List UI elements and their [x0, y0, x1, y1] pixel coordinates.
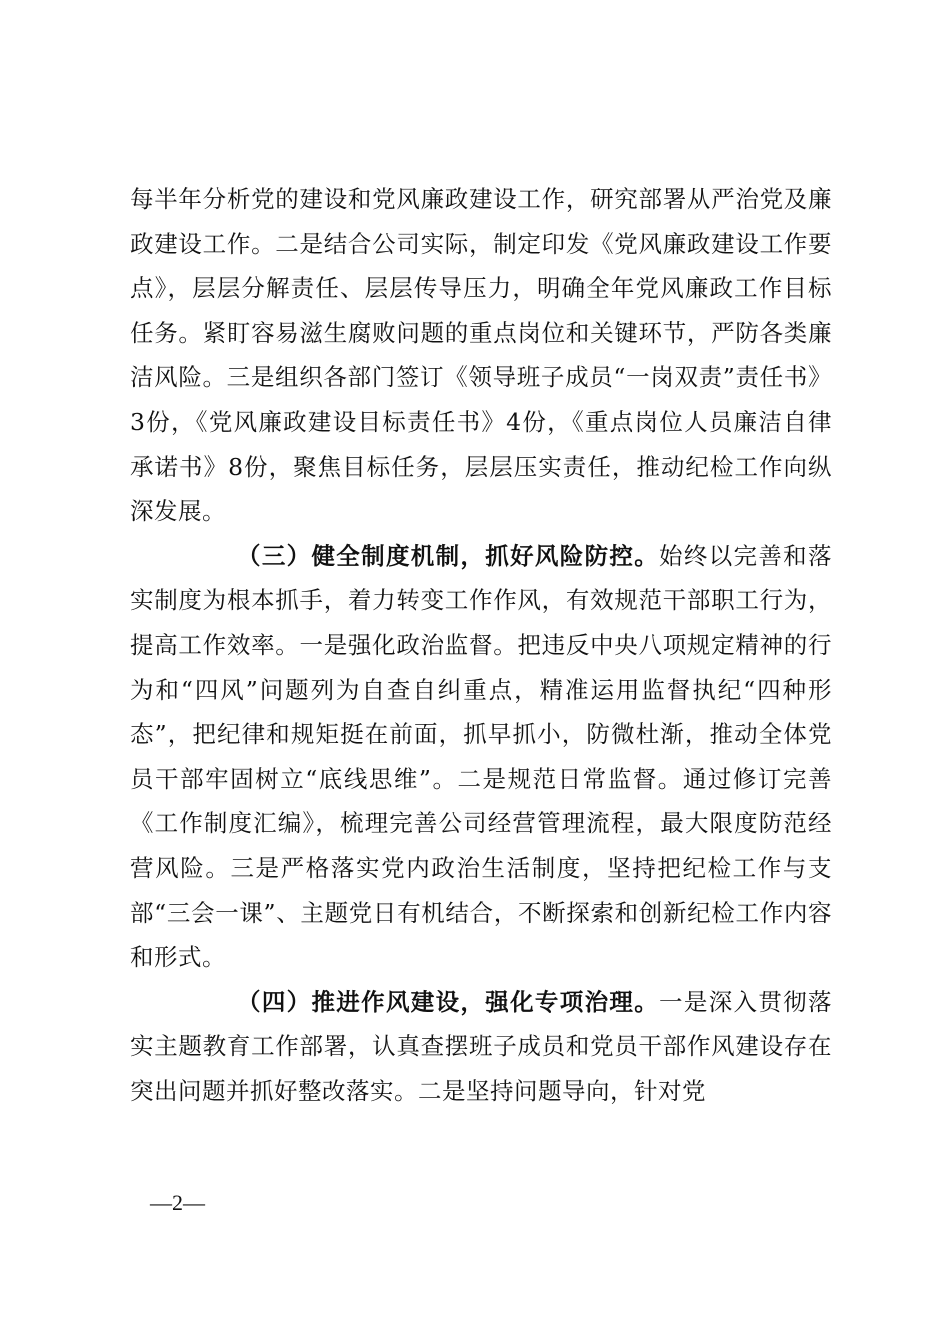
- paragraph-body: 一是深入贯彻落实主题教育工作部署，认真查摆班子成员和党员干部作风建设存在突出问题并抓好整改落实。二是坚持问题导向，针对党: [130, 987, 833, 1105]
- section-heading-3: （三）健全制度机制，抓好风险防控。: [237, 541, 660, 570]
- document-body: [130, 177, 832, 1113]
- paragraph-body: 每半年分析党的建设和党风廉政建设工作，研究部署从严治党及廉政建设工作。二是结合公司实际，制定印发《党风廉政建设工作要点》，层层分解责任、层层传导压力，明确全年党风廉政工作目标任务。紧盯容易滋生腐败问题的重点岗位和关键环节，严防各类廉洁风险。三是组织各部门签订《领导班子成员“一岗双责”责任书》3份，《党风廉政建设目标责任书》4份，《重点岗位人员廉洁自律承诺书》8份，聚焦目标任务，层层压实责任，推动纪检工作向纵深发展。: [130, 185, 832, 526]
- paragraph-body: 始终以完善和落实制度为根本抓手，着力转变工作作风，有效规范干部职工行为，提高工作效率。一是强化政治监督。把违反中央八项规定精神的行为和“四风”问题列为自查自纠重点，精准运用监督执纪“四种形态”，把纪律和规矩挺在前面，抓早抓小，防微杜渐，推动全体党员干部牢固树立“底线思维”。二是规范日常监督。通过修订完善《工作制度汇编》，梳理完善公司经营管理流程，最大限度防范经营风险。三是严格落实党内政治生活制度，坚持把纪检工作与支部“三会一课”、主题党日有机结合，不断探索和创新纪检工作内容和形式。: [130, 541, 833, 972]
- paragraph-section-4: [130, 980, 832, 1114]
- paragraph-section-3: [130, 534, 832, 980]
- paragraph-continuation: [130, 177, 832, 534]
- page-number: —2—: [150, 1190, 205, 1215]
- section-heading-4: （四）推进作风建设，强化专项治理。: [237, 987, 660, 1016]
